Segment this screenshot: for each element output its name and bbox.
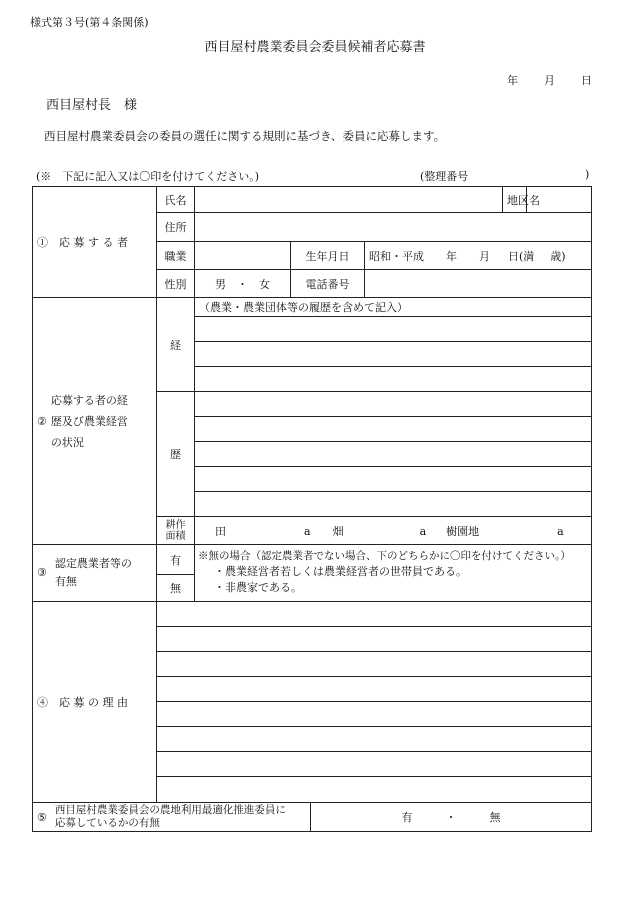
- row-certified-yes: [33, 545, 592, 575]
- reason-line-8[interactable]: [157, 777, 592, 803]
- instruction-note: (※ 下記に記入又は〇印を付けてください。): [36, 170, 260, 183]
- row-promotion-committee: [33, 803, 592, 832]
- name-input[interactable]: [195, 187, 503, 213]
- date-day: 日: [581, 74, 592, 87]
- section3-num: ③: [37, 566, 47, 579]
- birthdate-input[interactable]: [365, 242, 592, 270]
- certified-note-cell: [195, 545, 592, 602]
- area-label: [157, 517, 195, 545]
- occupation-input[interactable]: [195, 242, 291, 270]
- section2-label-line1: 応募する者の経: [50, 393, 128, 407]
- reason-line-2[interactable]: [157, 627, 592, 652]
- section3-label: [33, 545, 157, 602]
- history-line-9[interactable]: [195, 492, 592, 517]
- certified-no[interactable]: 無: [157, 575, 195, 602]
- section2-label-line2: 歴及び農業経営: [50, 414, 128, 428]
- reason-line-7[interactable]: [157, 752, 592, 777]
- row-name: [33, 187, 592, 213]
- reference-number-label: (整理番号: [420, 170, 469, 183]
- address-label: 住所: [157, 213, 195, 242]
- addressee: 西目屋村長 様: [46, 98, 138, 113]
- name-label: 氏名: [157, 187, 195, 213]
- birth-year: 年: [446, 249, 457, 263]
- certified-option-nonfarmer[interactable]: ・非農家である。: [214, 581, 302, 594]
- age: 歳): [550, 249, 566, 263]
- address-input[interactable]: [195, 213, 592, 242]
- certified-option-farmer[interactable]: ・農業経営者若しくは農業経営者の世帯員である。: [214, 565, 467, 578]
- birth-month: 月: [479, 249, 490, 263]
- era-options: 昭和・平成: [369, 249, 424, 263]
- section3-label-line1: 認定農業者等の: [54, 557, 132, 570]
- history-line-2[interactable]: [195, 317, 592, 342]
- section2-num: ②: [37, 414, 47, 428]
- history-row-1: [33, 298, 592, 317]
- history-line-8[interactable]: [195, 467, 592, 492]
- section2-label-inner: [37, 390, 128, 453]
- date-line: [507, 72, 592, 88]
- phone-label: 電話番号: [291, 270, 365, 298]
- farm-area-input[interactable]: [195, 517, 592, 545]
- section3-label-line2: 有無: [54, 575, 77, 588]
- section2-label-text: [51, 390, 128, 453]
- section3-label-inner: [37, 555, 132, 591]
- birthdate-label: 生年月日: [291, 242, 365, 270]
- history-note[interactable]: （農業・農業団体等の履歴を含めて記入）: [195, 298, 592, 317]
- section5-label-line1: 西目屋村農業委員会の農地利用最適化推進委員に: [54, 804, 286, 816]
- reason-line-6[interactable]: [157, 727, 592, 752]
- section5-label: [33, 803, 311, 832]
- section3-label-text: [55, 555, 132, 591]
- section2-label-line3: の状況: [50, 435, 84, 449]
- history-line-5[interactable]: [195, 392, 592, 417]
- date-month: 月: [544, 74, 555, 87]
- kei-label: 経: [157, 298, 195, 392]
- history-line-6[interactable]: [195, 417, 592, 442]
- reason-line-1[interactable]: [157, 602, 592, 627]
- section4-label: ④ 応 募 の 理 由: [33, 602, 157, 803]
- application-form-table: [32, 186, 592, 832]
- reki-label: 歴: [157, 392, 195, 517]
- promotion-committee-options[interactable]: 有 ・ 無: [311, 803, 592, 832]
- gender-options[interactable]: 男 ・ 女: [195, 270, 291, 298]
- section1-label: ① 応 募 す る 者: [33, 187, 157, 298]
- area-label-line1: 耕作: [165, 519, 186, 531]
- upland-field-label: 畑: [332, 524, 344, 538]
- section5-label-text: [55, 804, 286, 830]
- section5-label-inner: [37, 804, 286, 830]
- phone-input[interactable]: [365, 270, 592, 298]
- reference-number-close: ): [585, 168, 590, 181]
- section5-label-line2: 応募しているかの有無: [54, 817, 160, 829]
- certified-yes[interactable]: 有: [157, 545, 195, 575]
- area-label-line2: 面積: [165, 530, 186, 542]
- birth-day: 日(満: [508, 249, 535, 263]
- reason-line-3[interactable]: [157, 652, 592, 677]
- rice-field-unit: a: [304, 524, 311, 538]
- reason-line-5[interactable]: [157, 702, 592, 727]
- form-number-label: 様式第３号(第４条関係): [30, 16, 149, 29]
- district-label: 地区名: [503, 187, 527, 213]
- document-title: 西目屋村農業委員会委員候補者応募書: [204, 40, 426, 55]
- section5-num: ⑤: [37, 810, 47, 824]
- certified-note: ※無の場合（認定農業者でない場合、下のどちらかに〇印を付けてください。）: [198, 550, 571, 562]
- history-line-4[interactable]: [195, 367, 592, 392]
- history-line-3[interactable]: [195, 342, 592, 367]
- intro-text: 西目屋村農業委員会の委員の選任に関する規則に基づき、委員に応募します。: [44, 129, 446, 143]
- gender-label: 性別: [157, 270, 195, 298]
- date-year: 年: [507, 74, 518, 87]
- section2-label: [33, 298, 157, 545]
- rice-field-label: 田: [215, 524, 226, 538]
- orchard-label: 樹園地: [446, 524, 480, 538]
- history-line-7[interactable]: [195, 442, 592, 467]
- occupation-label: 職業: [157, 242, 195, 270]
- reason-line-4[interactable]: [157, 677, 592, 702]
- orchard-unit: a: [557, 524, 564, 538]
- upland-field-unit: a: [419, 524, 427, 538]
